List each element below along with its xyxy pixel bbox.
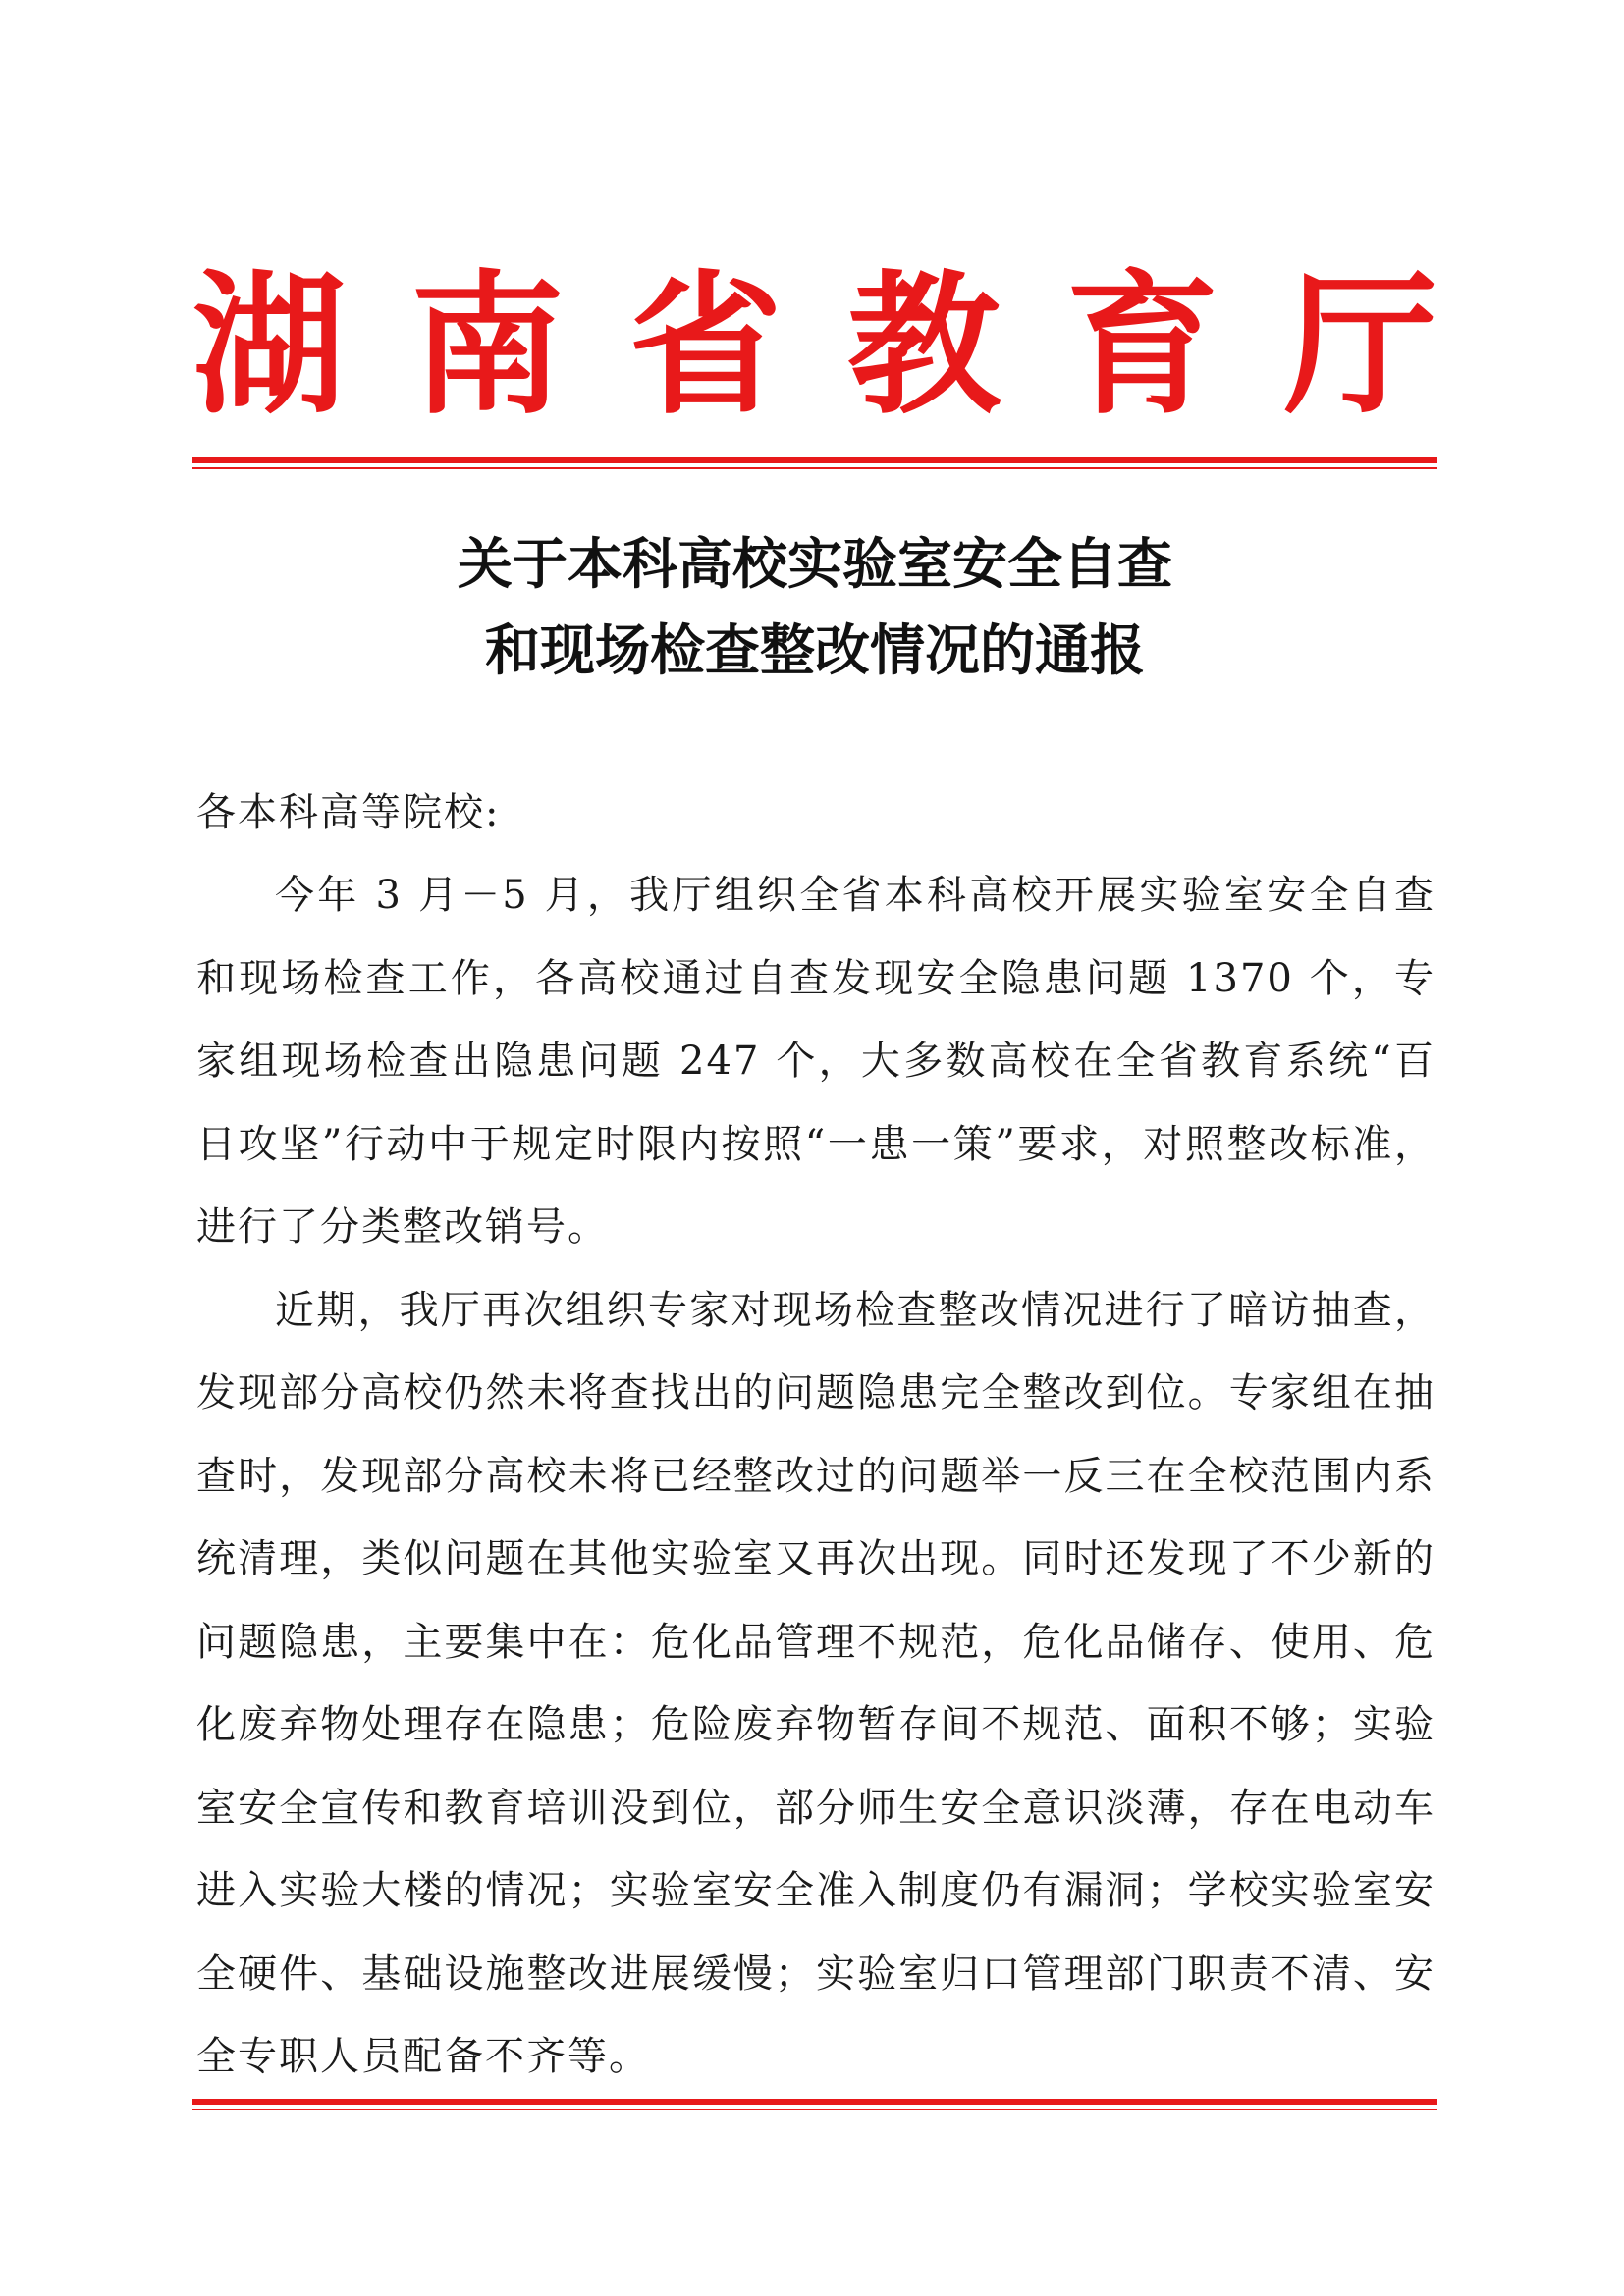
header-rule-thick: [192, 457, 1437, 463]
title-line-1: 关于本科高校实验室安全自查: [458, 533, 1172, 597]
footer-rule-thin: [192, 2109, 1437, 2110]
masthead-issuer: [192, 257, 1437, 434]
salutation: 各本科高等院校:: [196, 790, 501, 835]
document-title: [192, 522, 1437, 695]
paragraph: 近期，我厅再次组织专家对现场检查整改情况进行了暗访抽查，发现部分高校仍然未将查找出的问题隐患完全整改到位。专家组在抽查时，发现部分高校未将已经整改过的问题举一反三在全校范围内系统清理，类似问题在其他实验室又再次出现。同时还发现了不少新的问题隐患，主要集中在：危化品管理不规范，危化品储存、使用、危化废弃物处理存在隐患；危险废弃物暂存间不规范、面积不够；实验室安全宣传和教育培训没到位，部分师生安全意识淡薄，存在电动车进入实验大楼的情况；实验室安全准入制度仍有漏洞；学校实验室安全硬件、基础设施整改进展缓慢；实验室归口管理部门职责不清、安全专职人员配备不齐等。: [196, 1287, 1435, 2079]
masthead-char: 湖: [192, 256, 346, 435]
title-line-2: 和现场检查整改情况的通报: [485, 619, 1145, 683]
document-body: [196, 854, 1435, 2099]
masthead-char: 省: [628, 256, 783, 435]
masthead-char: 厅: [1283, 256, 1437, 435]
header-rule-thin: [192, 467, 1437, 469]
masthead-char: 南: [410, 256, 565, 435]
footer-rule-thick: [192, 2099, 1437, 2105]
masthead-char: 育: [1065, 256, 1219, 435]
paragraph: 今年 3 月－5 月，我厅组织全省本科高校开展实验室安全自查和现场检查工作，各高校通过自查发现安全隐患问题 1370 个，专家组现场检查出隐患问题 247 个，大多数高校在全省教育系统“百日攻坚”行动中于规定时限内按照“一患一策”要求，对照整改标准，进行了分类整改销号。: [196, 873, 1435, 1250]
masthead-char: 教: [847, 256, 1001, 435]
